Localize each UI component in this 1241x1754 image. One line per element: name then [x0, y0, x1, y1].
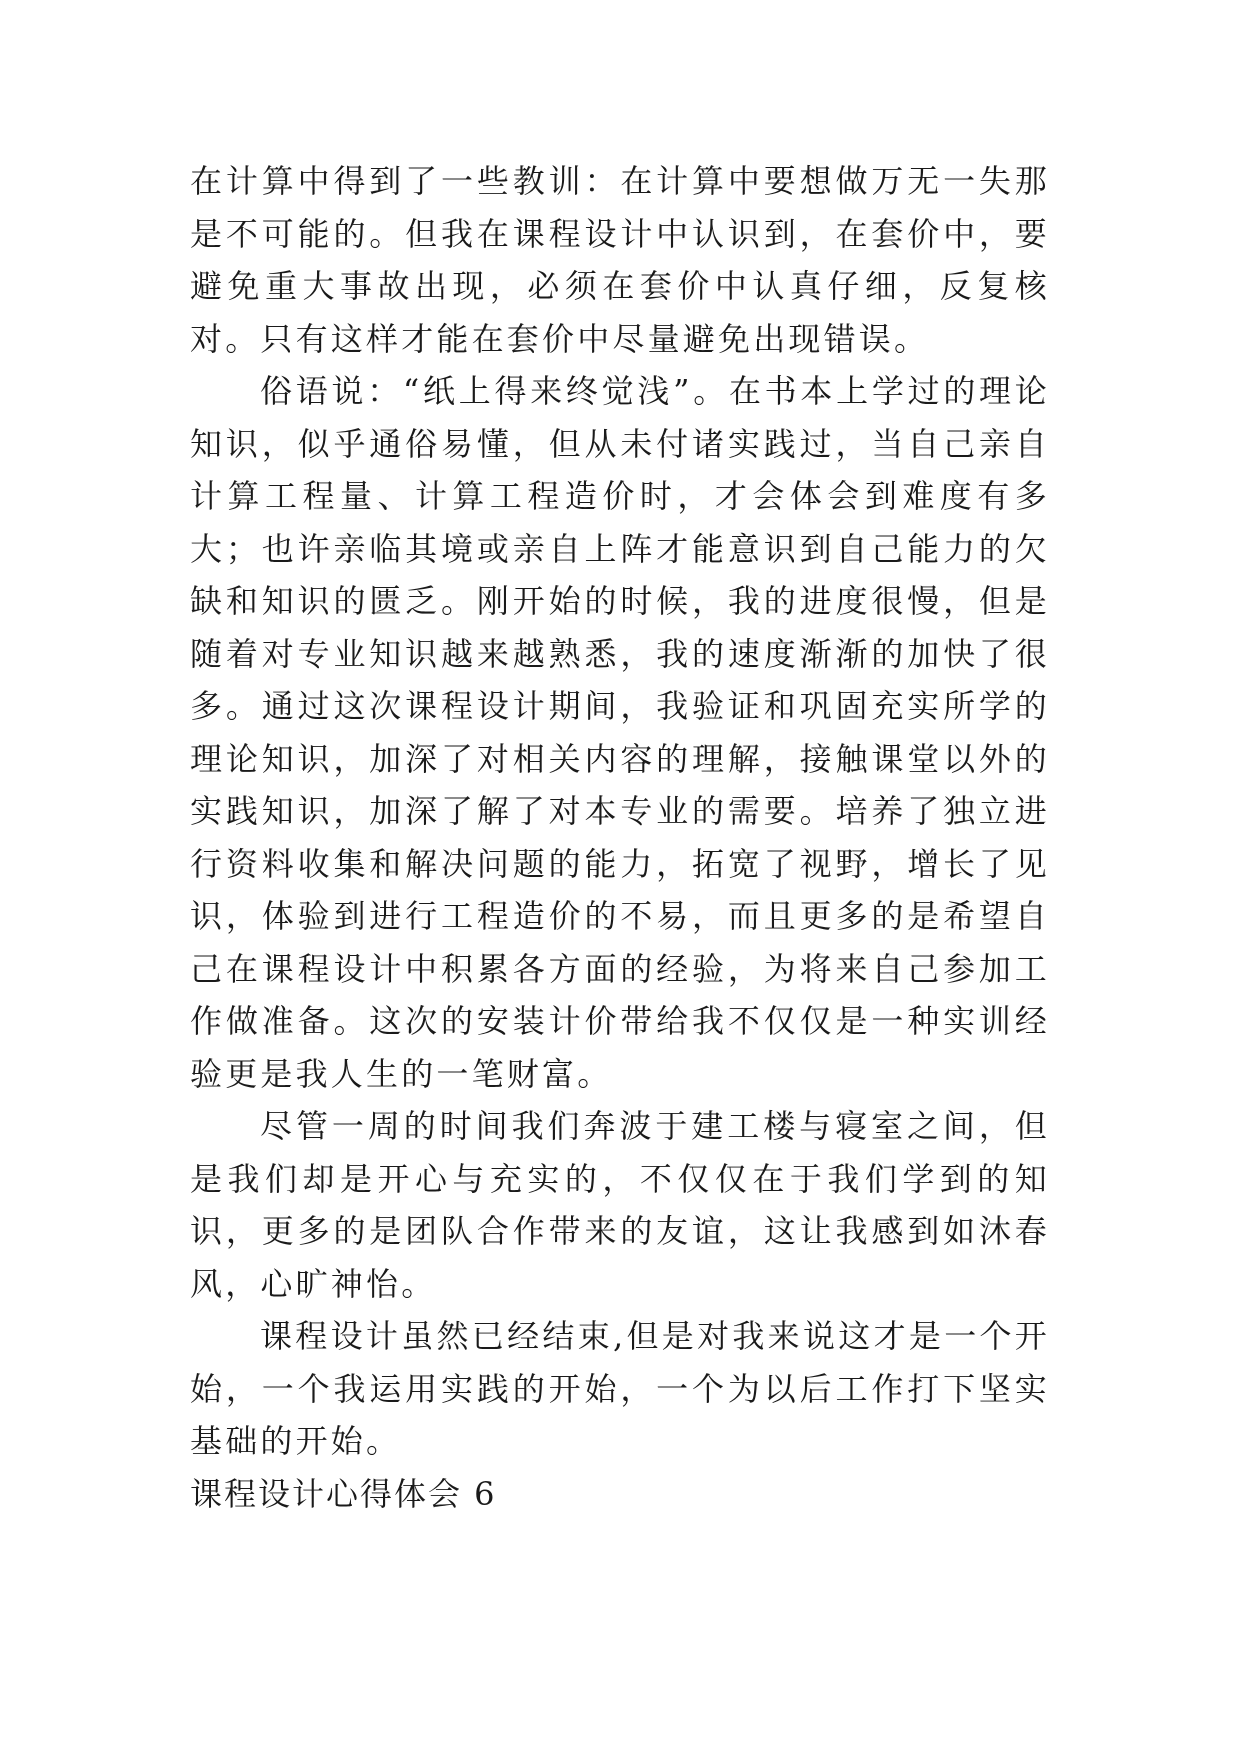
section-heading: 课程设计心得体会 6: [190, 1474, 497, 1513]
paragraph-beginning: 课程设计虽然已经结束,但是对我来说这才是一个开始，一个我运用实践的开始，一个为以后工作打下坚实基础的开始。: [190, 1317, 1050, 1460]
paragraph-proverb: 俗语说：“纸上得来终觉浅”。在书本上学过的理论知识，似乎通俗易懂，但从未付诸实践过，当自己亲自计算工程量、计算工程造价时，才会体会到难度有多大；也许亲临其境或亲自上阵才能意识到自己能力的欠缺和知识的匮乏。刚开始的时候，我的进度很慢，但是随着对专业知识越来越熟悉，我的速度渐渐的加快了很多。通过这次课程设计期间，我验证和巩固充实所学的理论知识，加深了对相关内容的理解，接触课堂以外的实践知识，加深了解了对本专业的需要。培养了独立进行资料收集和解决问题的能力，拓宽了视野，增长了见识，体验到进行工程造价的不易，而且更多的是希望自己在课程设计中积累各方面的经验，为将来自己参加工作做准备。这次的安装计价带给我不仅仅是一种实训经验更是我人生的一笔财富。: [190, 372, 1050, 1093]
document-page: [190, 155, 1050, 1520]
paragraph-lesson: 在计算中得到了一些教训：在计算中要想做万无一失那是不可能的。但我在课程设计中认识到，在套价中，要避免重大事故出现，必须在套价中认真仔细，反复核对。只有这样才能在套价中尽量避免出现错误。: [190, 162, 1050, 358]
paragraph-teamwork: 尽管一周的时间我们奔波于建工楼与寝室之间，但是我们却是开心与充实的，不仅仅在于我们学到的知识，更多的是团队合作带来的友谊，这让我感到如沐春风，心旷神怡。: [190, 1107, 1050, 1303]
